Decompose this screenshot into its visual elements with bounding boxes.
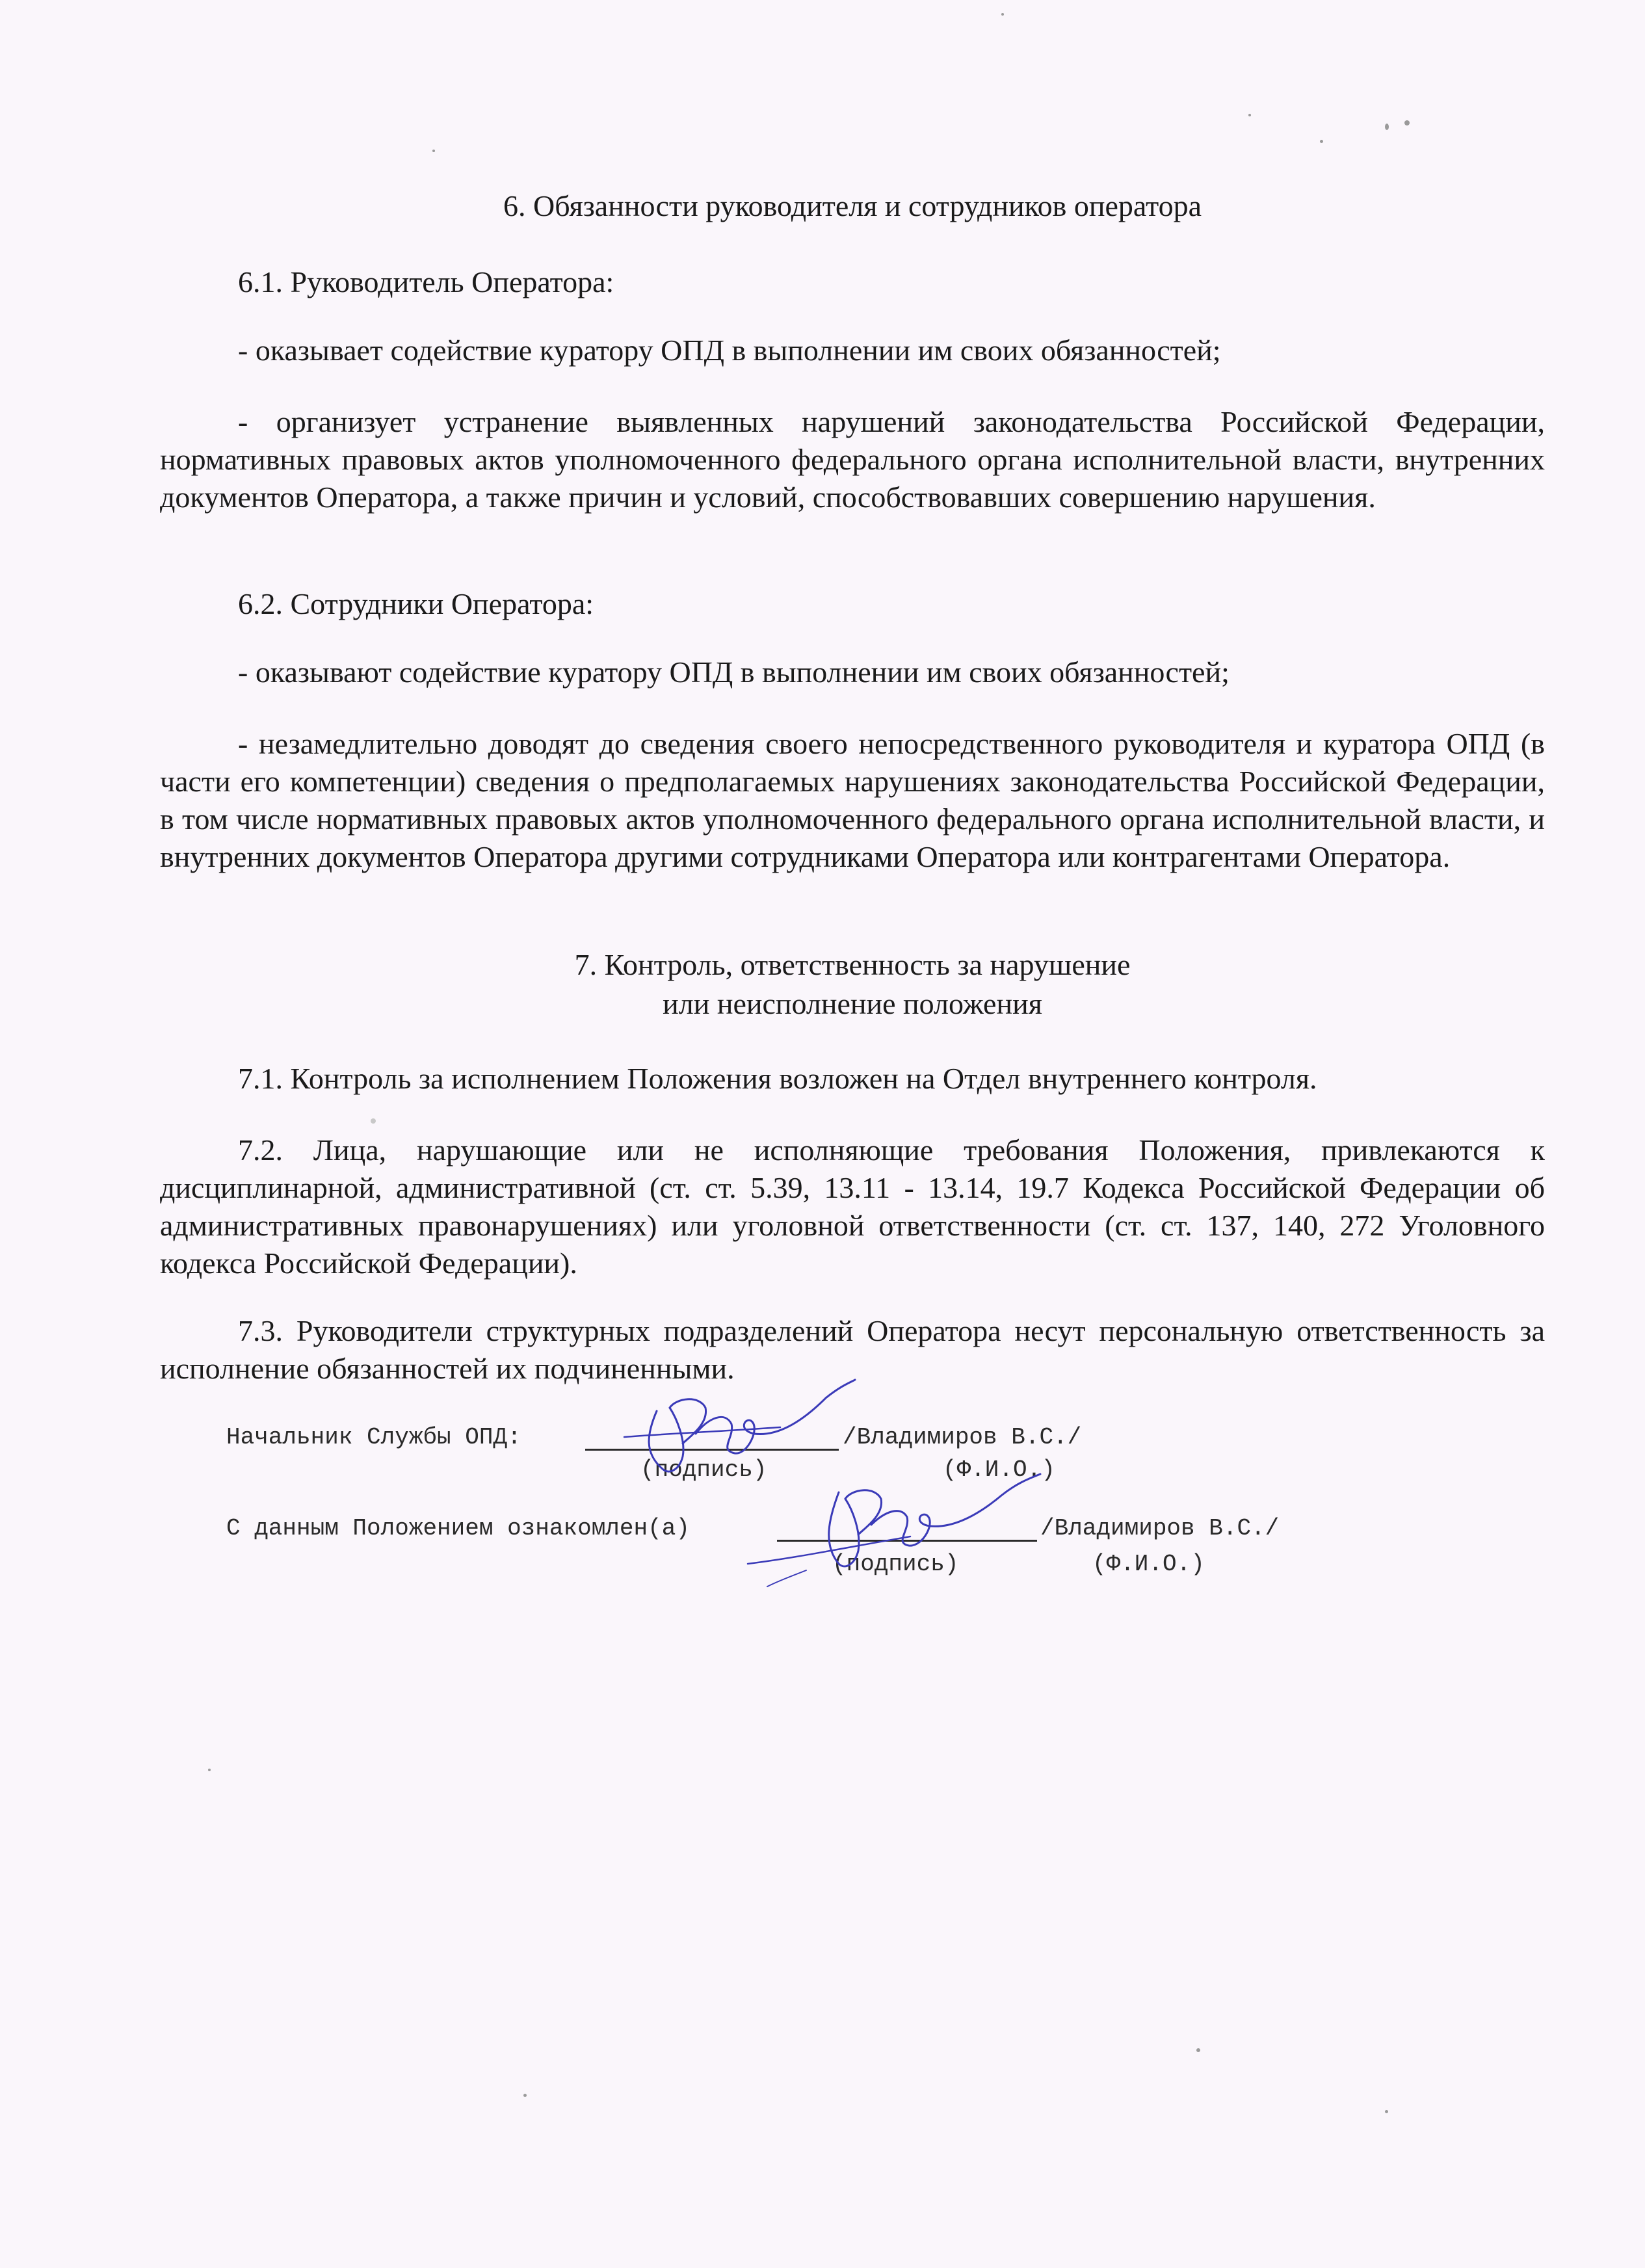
- acknowledgement-signature-image: [741, 1466, 1047, 1596]
- scan-speck: [432, 150, 435, 152]
- paragraph-7-2: 7.2. Лица, нарушающие или не исполняющие требования Положения, привлекаются к дисциплинарной, административной (ст. ст. 5.39, 13.11 - 13.14, 19.7 Кодекса Российской Федерации об административных правонарушениях) или уголовной ответственности (ст. ст. 137, 140, 272 Уголовного кодекса Российской Федерации).: [160, 1133, 1545, 1280]
- acknowledgement-signature-caption: (подпись): [832, 1551, 959, 1577]
- section-7-title-line-1: 7. Контроль, ответственность за нарушение: [574, 948, 1131, 981]
- scan-speck: [1001, 13, 1004, 16]
- head-signature-caption: (подпись): [640, 1457, 767, 1483]
- scan-speck: [1385, 124, 1389, 130]
- scan-speck: [523, 2094, 527, 2097]
- section-6-title: 6. Обязанности руководителя и сотрудников оператора: [503, 189, 1202, 222]
- paragraph-6-2-title: 6.2. Сотрудники Оператора:: [238, 587, 594, 620]
- paragraph-6-2-item-1: - оказывают содействие куратору ОПД в выполнении им своих обязанностей;: [238, 655, 1230, 689]
- head-of-service-label: Начальник Службы ОПД:: [226, 1424, 521, 1451]
- scan-speck: [1320, 140, 1323, 143]
- head-of-service-name: /Владимиров В.С./: [843, 1424, 1082, 1451]
- scan-speck: [1248, 114, 1251, 116]
- acknowledgement-label: С данным Положением ознакомлен(а): [226, 1515, 690, 1542]
- paragraph-6-1-title: 6.1. Руководитель Оператора:: [238, 265, 614, 298]
- paragraph-7-3: 7.3. Руководители структурных подразделений Оператора несут персональную ответственность за исполнение обязанностей их подчиненными.: [160, 1314, 1545, 1385]
- paragraph-6-1-item-1: - оказывает содействие куратору ОПД в выполнении им своих обязанностей;: [238, 334, 1221, 367]
- scan-speck: [371, 1118, 376, 1124]
- paragraph-7-1: 7.1. Контроль за исполнением Положения возложен на Отдел внутреннего контроля.: [238, 1062, 1317, 1095]
- section-7-title-line-2: или неисполнение положения: [663, 987, 1042, 1020]
- acknowledgement-fio-caption: (Ф.И.О.): [1092, 1551, 1205, 1577]
- scan-speck: [1385, 2110, 1388, 2113]
- acknowledgement-name: /Владимиров В.С./: [1040, 1515, 1280, 1542]
- paragraph-6-1-item-2: - организует устранение выявленных нарушений законодательства Российской Федерации, нормативных правовых актов уполномоченного федерального органа исполнительной власти, внутренних документов Оператора, а также причин и условий, способствовавших совершению нарушения.: [160, 405, 1545, 514]
- scan-speck: [1196, 2048, 1200, 2052]
- scan-speck: [208, 1769, 211, 1771]
- scan-speck: [1404, 120, 1410, 125]
- paragraph-6-2-item-2: - незамедлительно доводят до сведения своего непосредственного руководителя и куратора ОПД (в части его компетенции) сведения о предполагаемых нарушениях законодательства Российской Федерации, в том числе нормативных правовых актов уполномоченного федерального органа исполнительной власти, и внутренних документов Оператора другими сотрудниками Оператора или контрагентами Оператора.: [160, 727, 1545, 873]
- head-fio-caption: (Ф.И.О.): [943, 1457, 1055, 1483]
